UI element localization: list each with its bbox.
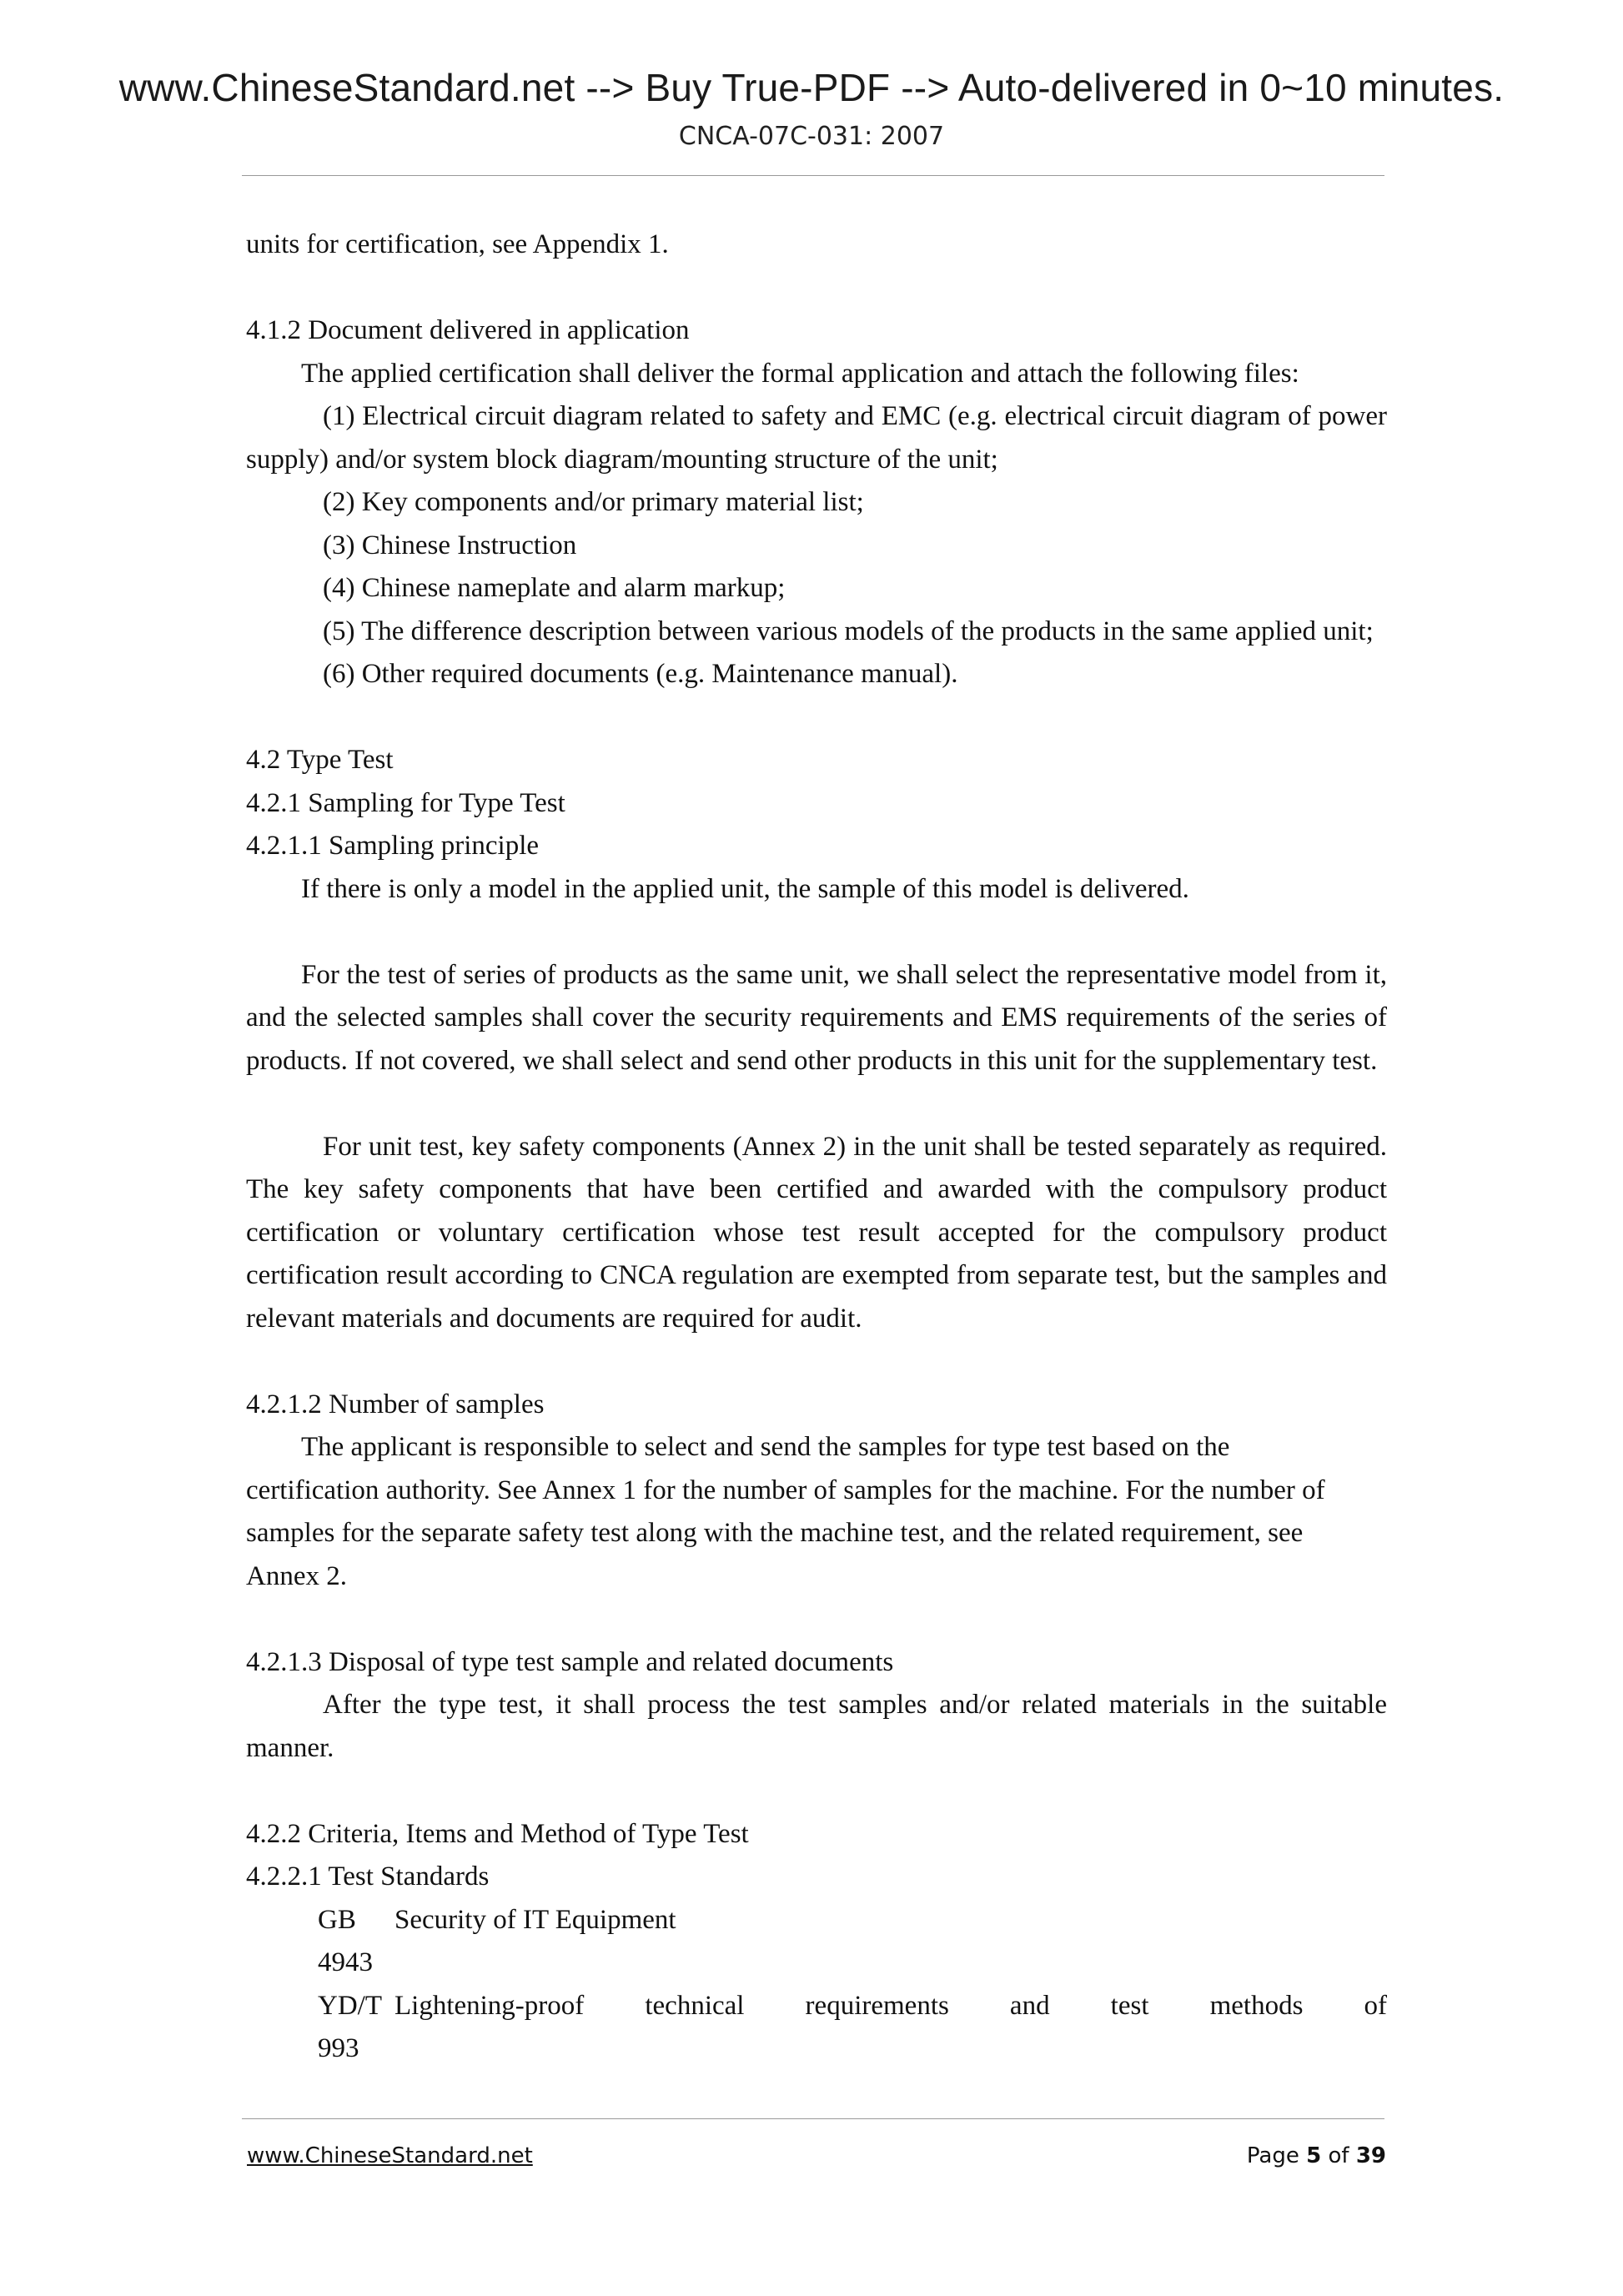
promo-banner: www.ChineseStandard.net --> Buy True-PDF --> Auto-delivered in 0~10 minutes. <box>118 66 1505 109</box>
page-of-label: of <box>1328 2143 1349 2168</box>
paragraph-number-of-samples-line: The applicant is responsible to select and send the samples for type test based on the <box>301 1432 1230 1462</box>
paragraph-number-of-samples-line: samples for the separate safety test along with the machine test, and the related requirement, see <box>246 1518 1304 1548</box>
page-total: 39 <box>1355 2143 1386 2168</box>
document-item: (2) Key components and/or primary material list; <box>323 487 864 517</box>
paragraph-number-of-samples-line: Annex 2. <box>246 1560 347 1591</box>
heading-4-2-2-1: 4.2.2.1 Test Standards <box>246 1861 490 1892</box>
standard-title: Security of IT Equipment <box>394 1904 676 1935</box>
footer-website-link[interactable]: www.ChineseStandard.net <box>247 2143 533 2168</box>
document-id: CNCA-07C-031: 2007 <box>678 122 945 151</box>
heading-4-2-2: 4.2.2 Criteria, Items and Method of Type Test <box>246 1818 749 1849</box>
standard-row <box>246 1899 1387 1985</box>
document-item: (3) Chinese Instruction <box>323 530 577 560</box>
paragraph-key-components: For unit test, key safety components (Annex 2) in the unit shall be tested separately as required. The key safety components that have been certified and awarded with the compulsory product certification or voluntary certification whose test result accepted for the compulsory product certification result according to CNCA regulation are exempted from separate test, but the samples and relevant materials and documents are required for audit. <box>246 1131 1387 1334</box>
heading-4-2-1-1: 4.2.1.1 Sampling principle <box>246 831 540 861</box>
standard-row <box>246 1985 1387 2071</box>
heading-4-2-1-2: 4.2.1.2 Number of samples <box>246 1389 545 1419</box>
continuation-paragraph: units for certification, see Appendix 1. <box>246 229 669 259</box>
header-divider <box>242 175 1384 176</box>
paragraph-sampling-series: For the test of series of products as the same unit, we shall select the representative model from it, and the selected samples shall cover the security requirements and EMS requirements of the series of products. If not covered, we shall select and send other products in this unit for the supplementary test. <box>246 959 1387 1076</box>
page-current: 5 <box>1306 2143 1322 2168</box>
document-item: (5) The difference description between various models of the products in the same applied unit; <box>323 615 1374 646</box>
standard-code: YD/T 993 <box>318 1990 382 2063</box>
page-number <box>1247 2143 1386 2168</box>
standard-title: Lightening-proof technical requirements and test methods of <box>394 1990 1387 2021</box>
heading-4-2-1-3: 4.2.1.3 Disposal of type test sample and related documents <box>246 1646 894 1677</box>
document-item: (4) Chinese nameplate and alarm markup; <box>323 573 786 603</box>
paragraph-number-of-samples-line: certification authority. See Annex 1 for the number of samples for the machine. For the number of <box>246 1475 1325 1505</box>
page-content <box>246 224 1387 2071</box>
heading-4-2-1: 4.2.1 Sampling for Type Test <box>246 787 565 818</box>
page-label: Page <box>1246 2143 1299 2168</box>
paragraph-sampling-single-model: If there is only a model in the applied unit, the sample of this model is delivered. <box>301 873 1189 904</box>
paragraph-sample-disposal: After the type test, it shall process the test samples and/or related materials in the suitable manner. <box>246 1690 1387 1763</box>
standard-code: GB 4943 <box>318 1904 373 1977</box>
footer-divider <box>242 2118 1384 2119</box>
heading-4-2: 4.2 Type Test <box>246 745 394 775</box>
paragraph-4-1-2-intro: The applied certification shall deliver the formal application and attach the following files: <box>301 358 1299 389</box>
heading-4-1-2: 4.1.2 Document delivered in application <box>246 315 690 345</box>
document-item: (6) Other required documents (e.g. Maintenance manual). <box>323 659 958 689</box>
document-item: (1) Electrical circuit diagram related to safety and EMC (e.g. electrical circuit diagram of power supply) and/or system block diagram/mounting structure of the unit; <box>246 401 1387 475</box>
